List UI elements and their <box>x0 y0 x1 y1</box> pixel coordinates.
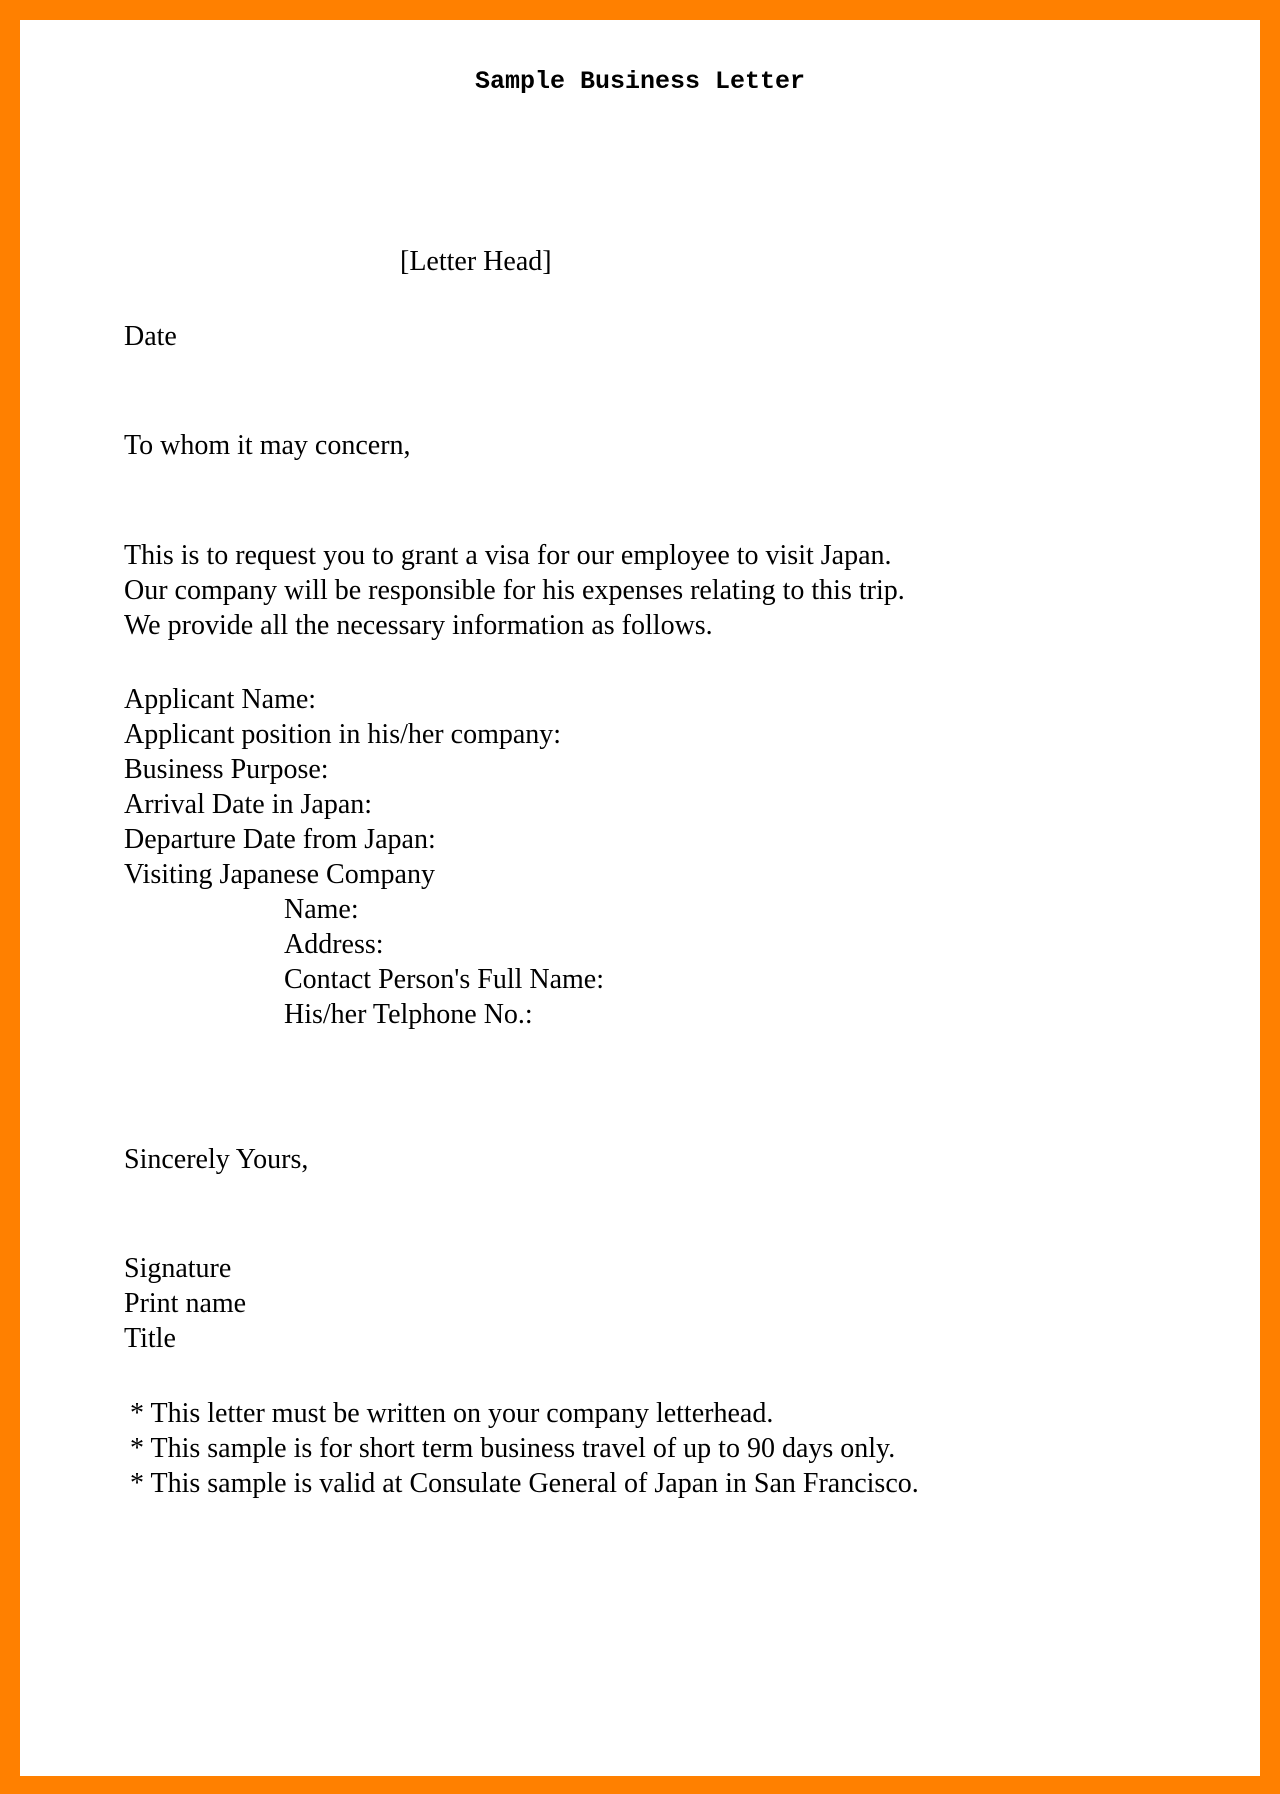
salutation: To whom it may concern, <box>124 430 411 461</box>
field-arrival-date: Arrival Date in Japan: <box>124 789 373 820</box>
note-line: * This sample is valid at Consulate General of Japan in San Francisco. <box>130 1468 919 1499</box>
title-label: Title <box>124 1323 176 1354</box>
company-field-name: Name: <box>284 894 359 925</box>
date-label: Date <box>124 321 177 352</box>
company-field-contact: Contact Person's Full Name: <box>284 964 605 995</box>
company-field-address: Address: <box>284 929 384 960</box>
page-title: Sample Business Letter <box>474 67 806 96</box>
note-line: * This letter must be written on your company letterhead. <box>130 1398 774 1429</box>
signature-label: Signature <box>124 1253 232 1284</box>
field-departure-date: Departure Date from Japan: <box>124 824 436 855</box>
body-line: We provide all the necessary information as follows. <box>124 610 713 641</box>
field-applicant-position: Applicant position in his/her company: <box>124 719 562 750</box>
field-applicant-name: Applicant Name: <box>124 684 317 715</box>
body-line: Our company will be responsible for his expenses relating to this trip. <box>124 575 905 606</box>
field-business-purpose: Business Purpose: <box>124 754 329 785</box>
letter-head-placeholder: [Letter Head] <box>400 246 552 277</box>
print-name-label: Print name <box>124 1288 247 1319</box>
note-line: * This sample is for short term business travel of up to 90 days only. <box>130 1433 896 1464</box>
body-line: This is to request you to grant a visa for our employee to visit Japan. <box>124 540 892 571</box>
closing: Sincerely Yours, <box>124 1144 309 1175</box>
field-visiting-company: Visiting Japanese Company <box>124 859 435 890</box>
company-field-telephone: His/her Telphone No.: <box>284 999 533 1030</box>
